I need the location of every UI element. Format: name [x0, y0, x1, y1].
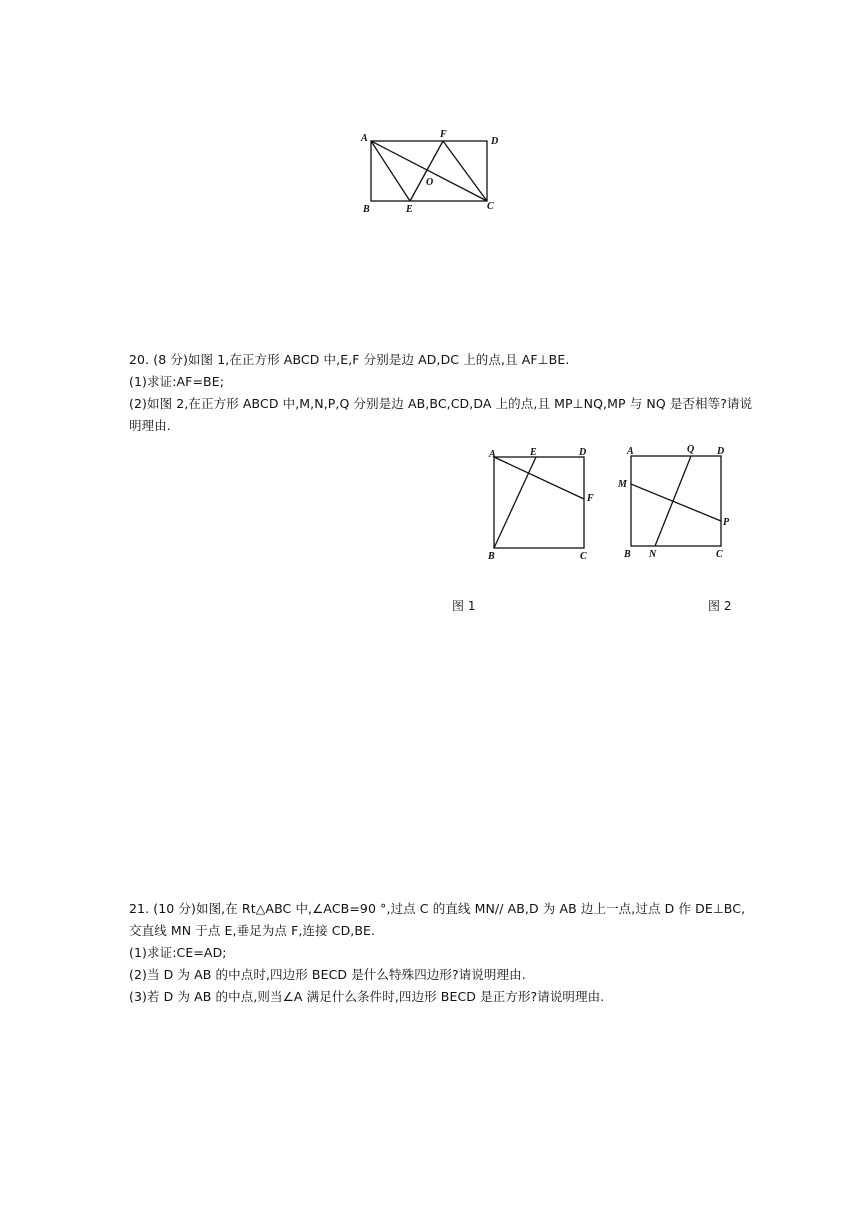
q21-part3: (3)若 D 为 AB 的中点,则当∠A 满足什么条件时,四边形 BECD 是正方形?请说明理由.: [129, 989, 605, 1004]
q20-part1: (1)求证:AF=BE;: [129, 374, 225, 389]
label-m: M: [618, 479, 627, 490]
label-c: C: [487, 201, 494, 212]
q21-stem-line1: 21. (10 分)如图,在 Rt△ABC 中,∠ACB=90 °,过点 C 的直线 MN// AB,D 为 AB 边上一点,过点 D 作 DE⊥BC,: [129, 901, 746, 916]
q21-part1: (1)求证:CE=AD;: [129, 945, 227, 960]
label-b: B: [488, 551, 495, 562]
segment-nq: [655, 456, 691, 546]
figure-rectangle-abcd: [355, 128, 505, 218]
label-a: A: [489, 449, 496, 460]
segment-ef: [410, 141, 443, 201]
label-a: A: [627, 446, 634, 457]
segment-af: [494, 457, 584, 499]
figure-1-square: [484, 442, 604, 567]
label-b: B: [363, 204, 370, 215]
segment-ac: [371, 141, 487, 201]
q20-part2-line2: 明理由.: [129, 418, 171, 433]
label-d: D: [491, 136, 499, 147]
label-p: P: [723, 517, 730, 528]
label-e: E: [530, 447, 537, 458]
label-c: C: [580, 551, 587, 562]
label-o: O: [426, 177, 434, 188]
label-f: F: [440, 129, 447, 140]
label-b: B: [624, 549, 631, 560]
segment-fc: [443, 141, 487, 201]
label-d: D: [579, 447, 587, 458]
label-e: E: [406, 204, 413, 215]
label-a: A: [361, 133, 368, 144]
figure-2-square: [616, 440, 741, 565]
q21-part2: (2)当 D 为 AB 的中点时,四边形 BECD 是什么特殊四边形?请说明理由.: [129, 967, 526, 982]
q20-part2-line1: (2)如图 2,在正方形 ABCD 中,M,N,P,Q 分别是边 AB,BC,CD,DA 上的点,且 MP⊥NQ,MP 与 NQ 是否相等?请说: [129, 396, 753, 411]
label-q: Q: [687, 444, 695, 455]
label-n: N: [649, 549, 657, 560]
square-outline: [631, 456, 721, 546]
segment-be: [494, 457, 536, 548]
segment-mp: [631, 484, 721, 521]
figure-1-caption: 图 1: [452, 599, 476, 613]
label-f: F: [587, 493, 594, 504]
figure-2-caption: 图 2: [708, 599, 732, 613]
label-d: D: [717, 446, 725, 457]
q20-stem: 20. (8 分)如图 1,在正方形 ABCD 中,E,F 分别是边 AD,DC 上的点,且 AF⊥BE.: [129, 352, 570, 367]
square-outline: [494, 457, 584, 548]
segment-ae: [371, 141, 410, 201]
label-c: C: [716, 549, 723, 560]
q21-stem-line2: 交直线 MN 于点 E,垂足为点 F,连接 CD,BE.: [129, 923, 376, 938]
